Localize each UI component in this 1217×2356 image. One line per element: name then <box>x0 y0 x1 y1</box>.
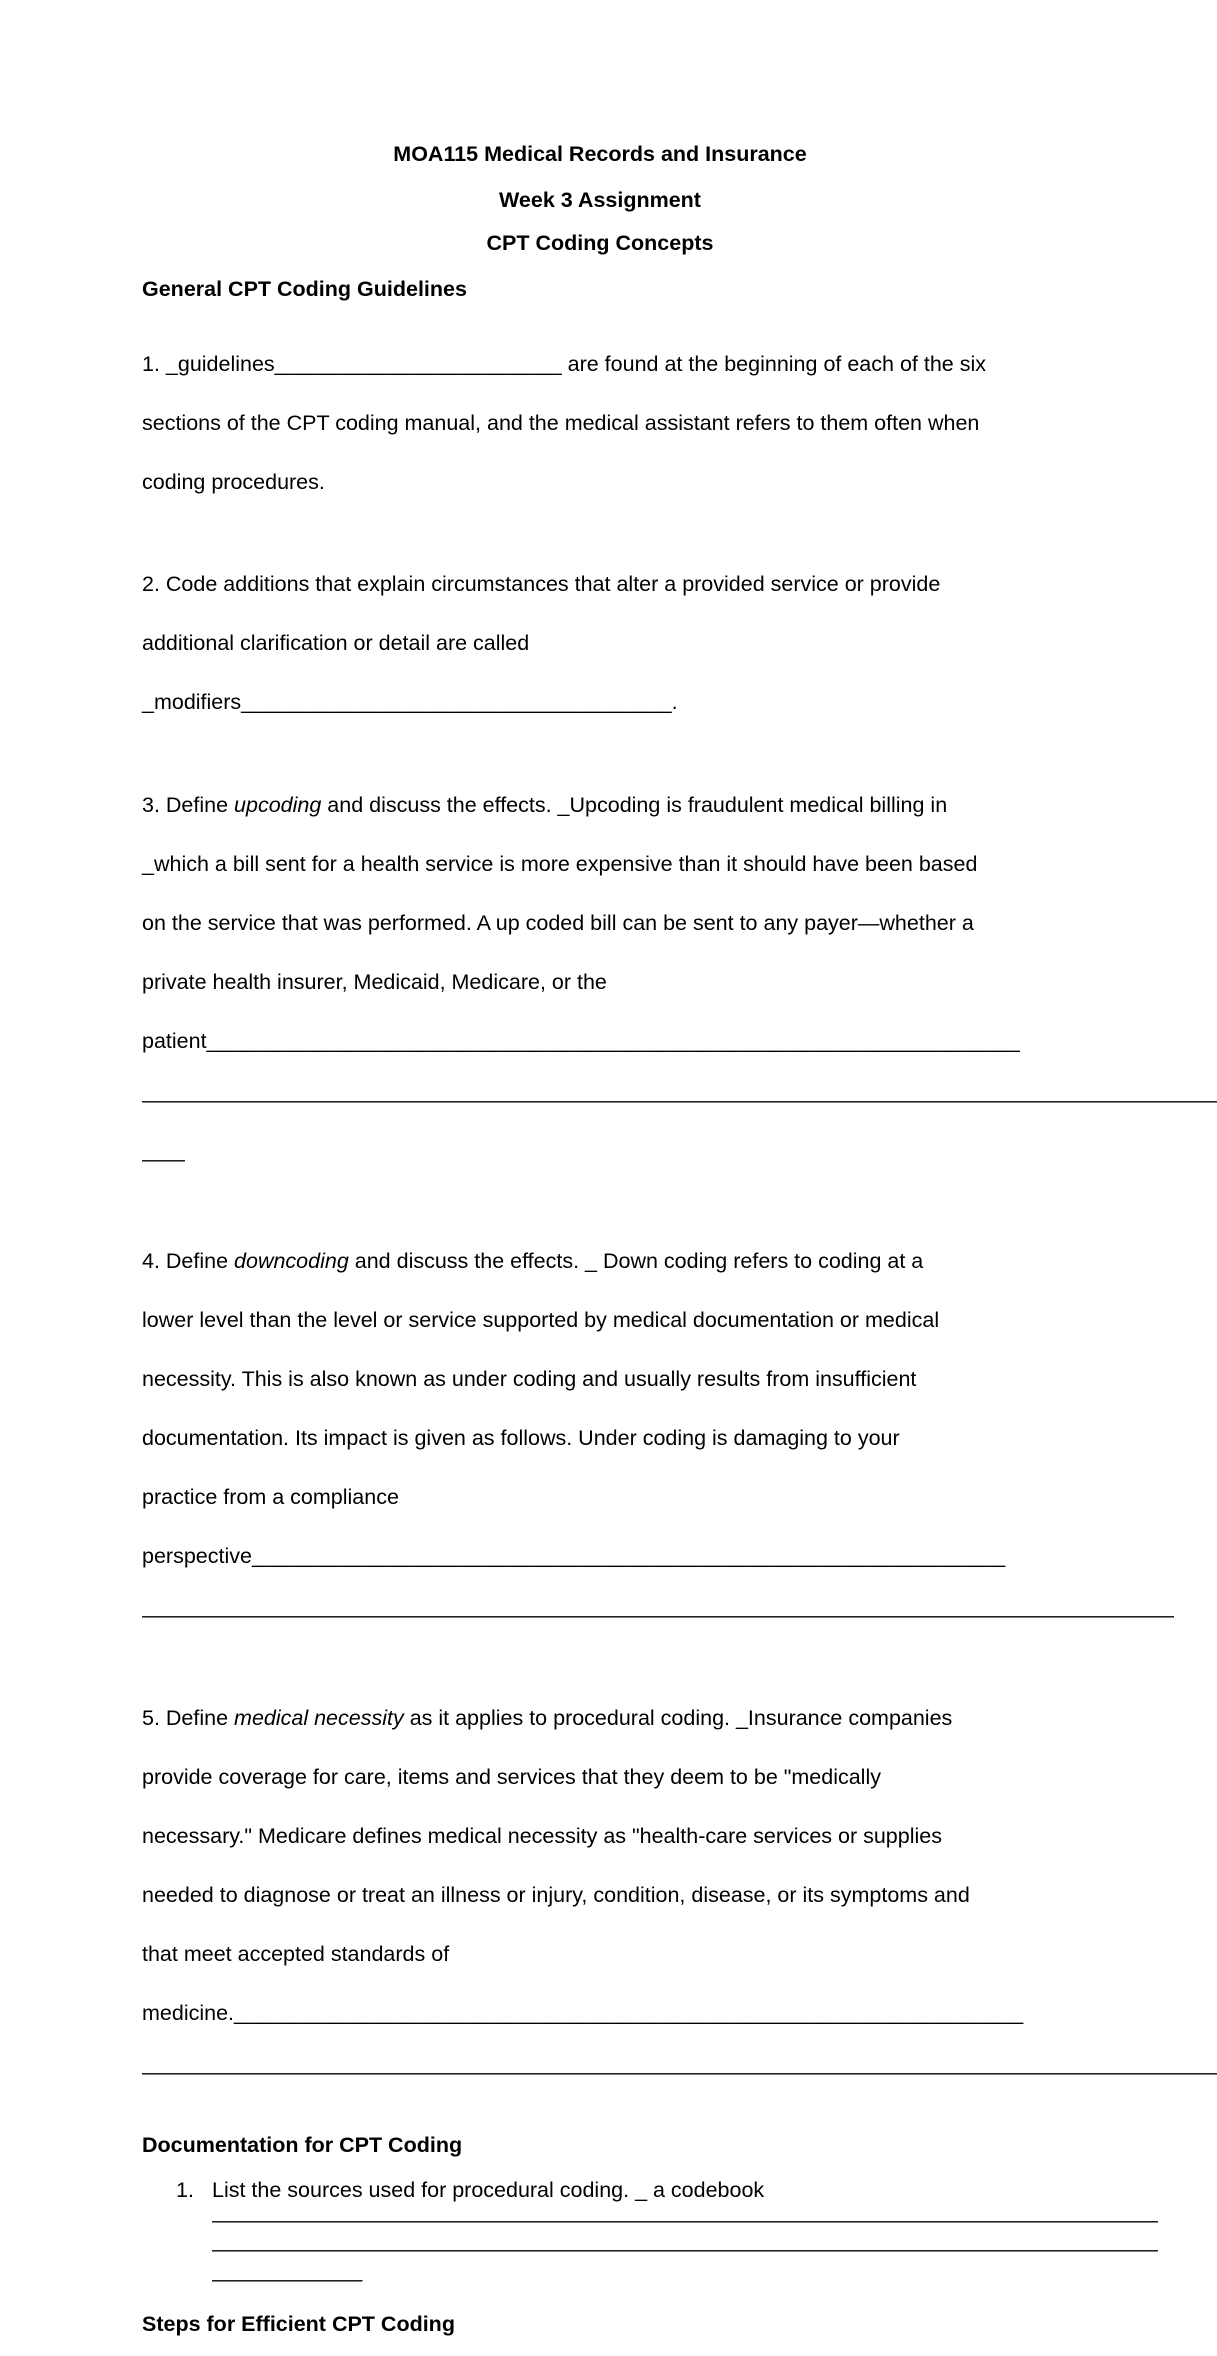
question-3-suffix: and discuss the effects. _Upcoding is fraudulent medical billing in <box>321 792 948 817</box>
question-5 <box>142 1674 1217 2117</box>
question-2-line: additional clarification or detail are called <box>142 631 530 655</box>
question-5-line: necessary." Medicare defines medical necessity as "health-care services or supplies <box>142 1823 942 1848</box>
documentation-item-1-answer-rule: ———————————————————————————————————————————— <box>212 2207 1158 2232</box>
assignment-title: Week 3 Assignment <box>499 187 701 212</box>
question-5-line: provide coverage for care, items and services that they deem to be "medically <box>142 1764 881 1789</box>
section-heading-general-guidelines: General CPT Coding Guidelines <box>142 276 467 301</box>
question-1-line: sections of the CPT coding manual, and the medical assistant refers to them often when <box>142 410 980 435</box>
question-3-prefix: 3. Define <box>142 792 235 817</box>
list-number: 1. <box>176 2178 194 2202</box>
topic-title: CPT Coding Concepts <box>486 231 714 255</box>
section-heading-documentation: Documentation for CPT Coding <box>142 2132 463 2157</box>
question-5-first-line <box>142 1704 1058 1734</box>
question-5-line: that meet accepted standards of <box>142 1941 450 1966</box>
question-1-line: coding procedures. <box>142 469 325 494</box>
question-2 <box>142 541 1058 748</box>
question-5-line: medicine.__________________________________________________________________ <box>142 2000 1024 2025</box>
question-2-line: _modifiers____________________________________. <box>142 690 678 714</box>
question-3-answer-rule: —— <box>142 1146 185 1171</box>
question-4-prefix: 4. Define <box>142 1249 235 1273</box>
term-downcoding: downcoding <box>234 1249 349 1273</box>
question-4-line: perspective_______________________________________________________________ <box>142 1544 1006 1568</box>
question-4-line: practice from a compliance <box>142 1485 399 1509</box>
question-3-answer-rule: —————————————————————————————————————————————————— <box>142 1087 1217 1112</box>
question-2-line: 2. Code additions that explain circumstances that alter a provided service or provide <box>142 572 941 596</box>
question-4 <box>142 1218 1174 1661</box>
question-3-line: on the service that was performed. A up coded bill can be sent to any payer—whether a <box>142 910 974 935</box>
course-title: MOA115 Medical Records and Insurance <box>393 142 807 166</box>
section-heading-steps: Steps for Efficient CPT Coding <box>142 2312 455 2336</box>
question-1 <box>142 320 1058 527</box>
documentation-item-1-answer-rule: ———————————————————————————————————————————— <box>212 2237 1158 2261</box>
documentation-item-1-answer-rule: ——————— <box>212 2266 363 2291</box>
document-page <box>142 140 1217 2356</box>
question-1-line: 1. _guidelines________________________ are found at the beginning of each of the six <box>142 351 986 376</box>
question-4-first-line <box>142 1247 1058 1277</box>
question-4-answer-rule: ———————————————————————————————————————————————— <box>142 1603 1174 1627</box>
question-3-line: _which a bill sent for a health service is more expensive than it should have been based <box>142 851 978 876</box>
question-5-answer-rule: —————————————————————————————————————————————————— <box>142 2059 1217 2084</box>
term-upcoding: upcoding <box>234 792 322 817</box>
question-4-suffix: and discuss the effects. _ Down coding refers to coding at a <box>348 1249 924 1273</box>
question-5-prefix: 5. Define <box>142 1705 235 1730</box>
question-3-line: patient____________________________________________________________________ <box>142 1028 1020 1053</box>
question-4-line: necessity. This is also known as under coding and usually results from insufficient <box>142 1367 917 1391</box>
question-4-line: documentation. Its impact is given as follows. Under coding is damaging to your <box>142 1426 900 1450</box>
question-5-suffix: as it applies to procedural coding. _Insurance companies <box>403 1705 953 1730</box>
documentation-item-1-line: List the sources used for procedural coding. _ a codebook <box>212 2178 765 2202</box>
documentation-item-1 <box>142 2176 1158 2294</box>
question-4-line: lower level than the level or service supported by medical documentation or medical <box>142 1308 940 1332</box>
question-3-first-line <box>142 791 1058 821</box>
question-5-line: needed to diagnose or treat an illness or injury, condition, disease, or its symptoms and <box>142 1882 970 1907</box>
question-3 <box>142 761 1217 1204</box>
question-3-line: private health insurer, Medicaid, Medicare, or the <box>142 969 607 994</box>
term-medical-necessity: medical necessity <box>234 1705 404 1730</box>
